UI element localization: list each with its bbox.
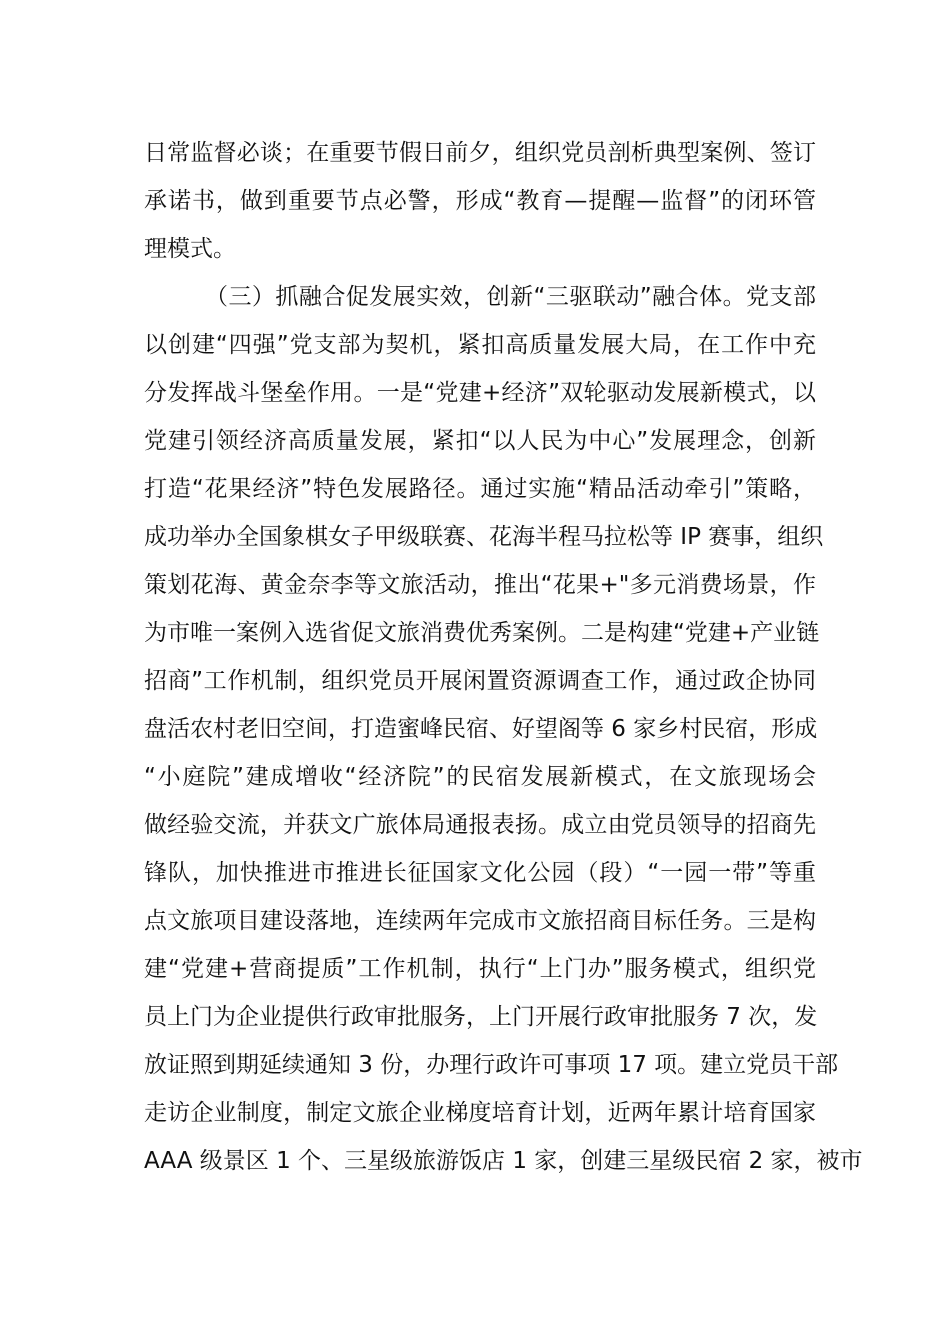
paragraph-line: 放证照到期延续通知 3 份，办理行政许可事项 17 项。建立党员干部 — [144, 1052, 839, 1078]
paragraph-line: 为市唯一案例入选省促文旅消费优秀案例。二是构建“党建+产业链 — [144, 620, 820, 646]
paragraph-line: 锋队，加快推进市推进长征国家文化公园（段）“一园一带”等重 — [144, 860, 816, 886]
paragraph-line: 建“党建+营商提质”工作机制，执行“上门办”服务模式，组织党 — [144, 956, 816, 982]
paragraph-line: 分发挥战斗堡垒作用。一是“党建+经济”双轮驱动发展新模式，以 — [144, 380, 816, 406]
paragraph-line: 成功举办全国象棋女子甲级联赛、花海半程马拉松等 IP 赛事，组织 — [144, 524, 824, 550]
paragraph-line: 打造“花果经济”特色发展路径。通过实施“精品活动牵引”策略， — [144, 476, 816, 502]
paragraph-line: 走访企业制度，制定文旅企业梯度培育计划，近两年累计培育国家 — [144, 1100, 816, 1126]
paragraph-line: 理模式。 — [144, 236, 236, 262]
paragraph-line: “小庭院”建成增收“经济院”的民宿发展新模式，在文旅现场会 — [144, 764, 816, 790]
paragraph-line: 做经验交流，并获文广旅体局通报表扬。成立由党员领导的招商先 — [144, 812, 816, 838]
paragraph-line: 盘活农村老旧空间，打造蜜峰民宿、好望阁等 6 家乡村民宿，形成 — [144, 716, 818, 742]
paragraph-line: 以创建“四强”党支部为契机，紧扣高质量发展大局，在工作中充 — [144, 332, 816, 358]
paragraph-line: 策划花海、黄金奈李等文旅活动，推出“花果+"多元消费场景，作 — [144, 572, 816, 598]
section-heading-line: （三）抓融合促发展实效，创新“三驱联动”融合体。党支部 — [205, 284, 816, 310]
paragraph-line: 承诺书，做到重要节点必警，形成“教育—提醒—监督”的闭环管 — [144, 188, 816, 214]
paragraph-line: 点文旅项目建设落地，连续两年完成市文旅招商目标任务。三是构 — [144, 908, 816, 934]
paragraph-line: 日常监督必谈；在重要节假日前夕，组织党员剖析典型案例、签订 — [144, 140, 816, 166]
paragraph-line: 招商”工作机制，组织党员开展闲置资源调查工作，通过政企协同 — [144, 668, 816, 694]
paragraph-line: 党建引领经济高质量发展，紧扣“以人民为中心”发展理念，创新 — [144, 428, 816, 454]
paragraph-line: 员上门为企业提供行政审批服务，上门开展行政审批服务 7 次，发 — [144, 1004, 818, 1030]
paragraph-line: AAA 级景区 1 个、三星级旅游饭店 1 家，创建三星级民宿 2 家，被市 — [144, 1148, 863, 1174]
